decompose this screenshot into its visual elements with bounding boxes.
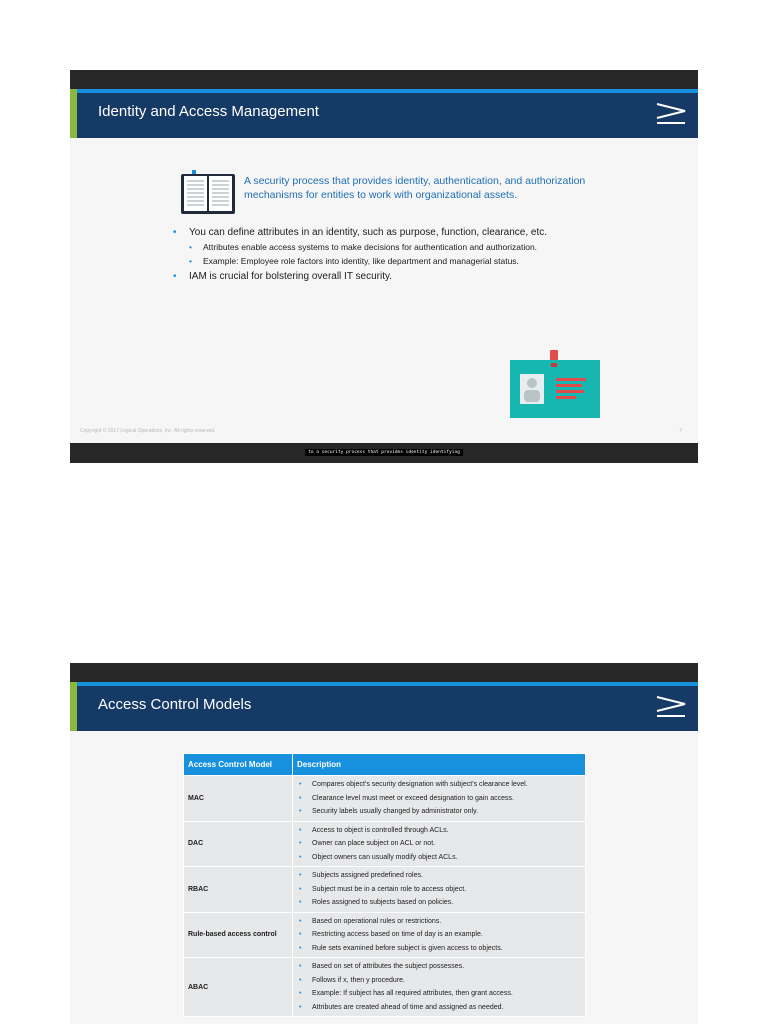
bullet-text: You can define attributes in an identity, such as purpose, function, clearance, etc. <box>189 227 548 238</box>
table-header-row <box>184 754 586 776</box>
sub-bullet: • Attributes enable access systems to make decisions for authentication and authorization. <box>189 242 673 253</box>
description-item: • Owner can place subject on ACL or not. <box>297 837 581 851</box>
description-item: • Subject must be in a certain role to access object. <box>297 883 581 897</box>
model-cell: Rule-based access control <box>184 912 293 958</box>
logical-operations-logo <box>654 101 688 127</box>
bullet-attributes <box>173 226 673 267</box>
video-caption: to a security process that provides identity identifying <box>305 449 463 456</box>
description-cell <box>293 821 586 867</box>
iam-definition: A security process that provides identity, authentication, and authorization mechanisms for entities to work with organizational assets. <box>244 175 586 201</box>
sub-bullet: • Example: Employee role factors into identity, like department and managerial status. <box>189 256 673 267</box>
slide-access-control-models <box>70 663 698 1024</box>
slide-title: Identity and Access Management <box>98 103 319 120</box>
description-item: • Subjects assigned predefined roles. <box>297 869 581 883</box>
description-item: • Follows if x, then y procedure. <box>297 974 581 988</box>
bullet-iam-security: • IAM is crucial for bolstering overall IT security. <box>173 270 673 283</box>
table-row <box>184 821 586 867</box>
slide-header <box>70 89 698 138</box>
column-header-description: Description <box>293 754 586 776</box>
description-item: • Based on set of attributes the subject possesses. <box>297 960 581 974</box>
description-item: • Security labels usually changed by administrator only. <box>297 805 581 819</box>
slide-bottom-bar <box>70 443 698 463</box>
description-cell <box>293 867 586 913</box>
description-item: • Based on operational rules or restrictions. <box>297 915 581 929</box>
model-cell: DAC <box>184 821 293 867</box>
description-item: • Attributes are created ahead of time and assigned as needed. <box>297 1001 581 1015</box>
page-number: 7 <box>679 428 682 434</box>
description-item: • Rule sets examined before subject is given access to objects. <box>297 942 581 956</box>
description-cell <box>293 776 586 822</box>
table-row <box>184 958 586 1017</box>
description-item: • Access to object is controlled through ACLs. <box>297 824 581 838</box>
description-item: • Compares object’s security designation with subject’s clearance level. <box>297 778 581 792</box>
slide-top-bar <box>70 70 698 89</box>
bullet-list <box>173 226 673 286</box>
book-icon <box>180 170 236 216</box>
column-header-model: Access Control Model <box>184 754 293 776</box>
description-item: • Clearance level must meet or exceed designation to gain access. <box>297 792 581 806</box>
table-row <box>184 776 586 822</box>
access-control-table <box>183 753 586 1017</box>
header-accent-bar <box>70 682 77 731</box>
slide-title: Access Control Models <box>98 696 252 713</box>
description-item: • Object owners can usually modify object ACLs. <box>297 851 581 865</box>
description-cell <box>293 958 586 1017</box>
description-item: • Example: If subject has all required attributes, then grant access. <box>297 987 581 1001</box>
description-item: • Restricting access based on time of day is an example. <box>297 928 581 942</box>
id-badge-icon <box>510 350 600 420</box>
slide-header <box>70 682 698 731</box>
slide-top-bar <box>70 663 698 682</box>
sub-bullet-list <box>189 242 673 267</box>
table-row <box>184 912 586 958</box>
copyright-text: Copyright © 2017 Logical Operations, Inc. All rights reserved. <box>80 428 216 434</box>
table-row <box>184 867 586 913</box>
logical-operations-logo <box>654 694 688 720</box>
description-cell <box>293 912 586 958</box>
model-cell: ABAC <box>184 958 293 1017</box>
slide-identity-access-management <box>70 70 698 463</box>
model-cell: RBAC <box>184 867 293 913</box>
description-item: • Roles assigned to subjects based on policies. <box>297 896 581 910</box>
header-accent-bar <box>70 89 77 138</box>
model-cell: MAC <box>184 776 293 822</box>
